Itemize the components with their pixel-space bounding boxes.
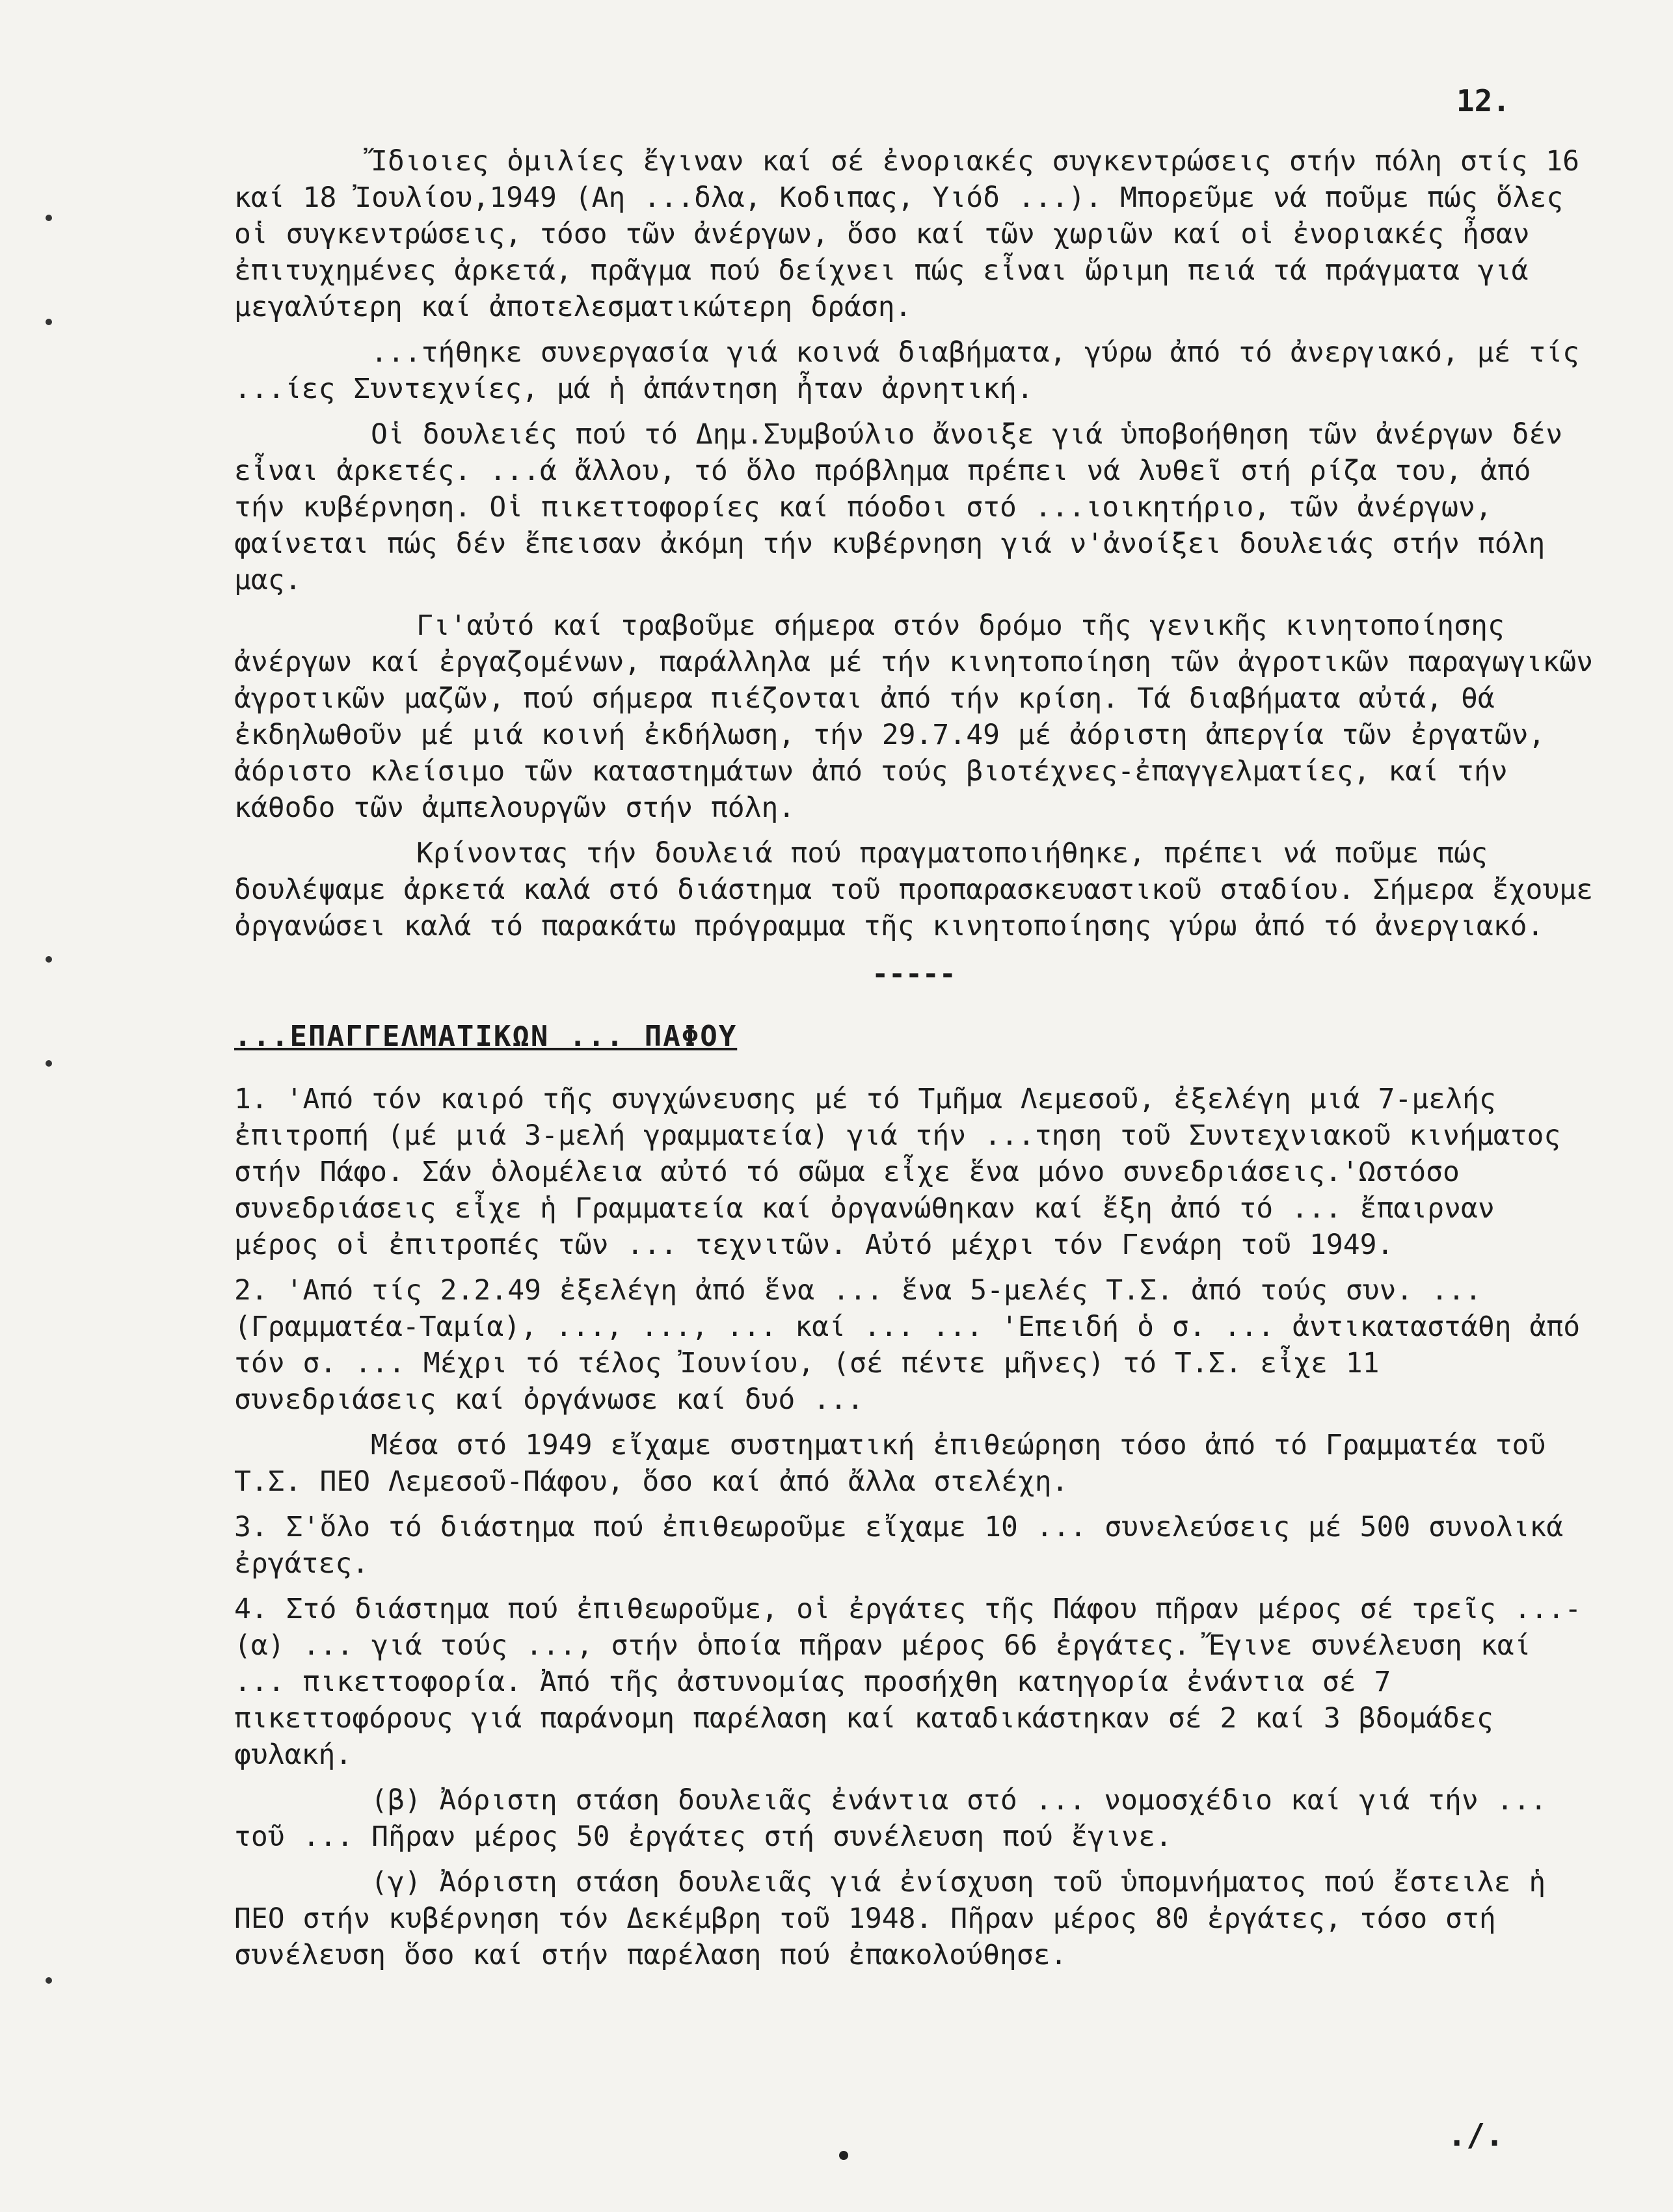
margin-dot xyxy=(46,1060,52,1067)
list-item: 4. Στό διάστημα πού ἐπιθεωροῦμε, οἱ ἐργάτες τῆς Πάφου πῆραν μέρος σέ τρεῖς ...-(α) ... γιά τούς ..., στήν ὁποία πῆραν μέρος 66 ἐργάτες. Ἔγινε συνέλευση καί ... πικεττοφορία. Ἀπό τῆς ἀστυνομίας προσήχθη κατηγορία ἐνάντια σέ 7 πικεττοφόρους γιά παράνομη παρέλαση καί καταδικάστηκαν σέ 2 καί 3 βδομάδες φυλακή. xyxy=(234,1593,1582,1771)
continuation-mark: ./. xyxy=(1447,2117,1504,2153)
list-item: Μέσα στό 1949 εἴχαμε συστηματική ἐπιθεώρηση τόσο ἀπό τό Γραμματέα τοῦ Τ.Σ. ΠΕΟ Λεμεσοῦ-Πάφου, ὅσο καί ἀπό ἄλλα στελέχη. xyxy=(234,1429,1546,1498)
paragraph: Ἴδιοιες ὁμιλίες ἔγιναν καί σέ ἐνοριακές συγκεντρώσεις στήν πόλη στίς 16 καί 18 Ἰουλίου,1949 (Αη ...δλα, Κοδιπας, Υιόδ ...). Μπορεῦμε νά ποῦμε πώς ὅλες οἱ συγκεντρώσεις, τόσο τῶν ἀνέργων, ὅσο καί τῶν χωριῶν καί οἱ ἐνοριακές ἦσαν ἐπιτυχημένες ἀρκετά, πρᾶγμα πού δείχνει πώς εἶναι ὥριμη πειά τά πράγματα γιά μεγαλύτερη καί ἀποτελεσματικώτερη δράση. xyxy=(234,145,1580,323)
bullet-mark xyxy=(839,2151,848,2160)
paragraph: Γι'αὐτό καί τραβοῦμε σήμερα στόν δρόμο τῆς γενικῆς κινητοποίησης ἀνέργων καί ἐργαζομένων, παράλληλα μέ τήν κινητοποίηση τῶν ἀγροτικῶν παραγωγικῶν ἀγροτικῶν μαζῶν, πού σήμερα πιέζονται ἀπό τήν κρίση. Τά διαβήματα αὐτά, θά ἐκδηλωθοῦν μέ μιά κοινή ἐκδήλωση, τήν 29.7.49 μέ ἀόριστη ἀπεργία τῶν ἐργατῶν, ἀόριστο κλείσιμο τῶν καταστημάτων ἀπό τούς βιοτέχνες-ἐπαγγελματίες, καί τήν κάθοδο τῶν ἀμπελουργῶν στήν πόλη. xyxy=(234,609,1594,824)
body-text xyxy=(234,143,1594,1982)
separator: ----- xyxy=(872,958,956,991)
margin-dot xyxy=(46,215,52,221)
list-item: (γ) Ἀόριστη στάση δουλειᾶς γιά ἐνίσχυση τοῦ ὑπομνήματος πού ἔστειλε ἡ ΠΕΟ στήν κυβέρνηση τόν Δεκέμβρη τοῦ 1948. Πῆραν μέρος 80 ἐργάτες, τόσο στή συνέλευση ὅσο καί στήν παρέλαση πού ἐπακολούθησε. xyxy=(234,1866,1546,1971)
paragraph: ...τήθηκε συνεργασία γιά κοινά διαβήματα, γύρω ἀπό τό ἀνεργιακό, μέ τίς ...ίες Συντεχνίες, μά ἡ ἀπάντηση ἦταν ἀρνητική. xyxy=(234,336,1580,405)
page-number: 12. xyxy=(1456,83,1510,118)
margin-dot xyxy=(46,956,52,963)
margin-dot xyxy=(46,1977,52,1984)
list-item: (β) Ἀόριστη στάση δουλειᾶς ἐνάντια στό ... νομοσχέδιο καί γιά τήν ... τοῦ ... Πῆραν μέρος 50 ἐργάτες στή συνέλευση πού ἔγινε. xyxy=(234,1784,1547,1853)
margin-dot xyxy=(46,319,52,325)
list-item: 2. 'Από τίς 2.2.49 ἐξελέγη ἀπό ἕνα ... ἕνα 5-μελές Τ.Σ. ἀπό τούς συν. ... (Γραμματέα-Ταμία), ..., ..., ... καί ... ... 'Επειδή ὁ σ. ... ἀντικαταστάθη ἀπό τόν σ. ... Μέχρι τό τέλος Ἰουνίου, (σέ πέντε μῆνες) τό Τ.Σ. εἶχε 11 συνεδριάσεις καί ὀργάνωσε καί δυό ... xyxy=(234,1274,1581,1416)
list-item: 1. 'Από τόν καιρό τῆς συγχώνευσης μέ τό Τμῆμα Λεμεσοῦ, ἐξελέγη μιά 7-μελής ἐπιτροπή (μέ μιά 3-μελή γραμματεία) γιά τήν ...τηση τοῦ Συντεχνιακοῦ κινήματος στήν Πάφο. Σάν ὁλομέλεια αὐτό τό σῶμα εἶχε ἕνα μόνο συνεδριάσεις.'Ωστόσο συνεδριάσεις εἶχε ἡ Γραμματεία καί ὀργανώθηκαν καί ἔξη ἀπό τό ... ἔπαιρναν μέρος οἱ ἐπιτροπές τῶν ... τεχνιτῶν. Αὐτό μέχρι τόν Γενάρη τοῦ 1949. xyxy=(234,1083,1561,1261)
paragraph: Κρίνοντας τήν δουλειά πού πραγματοποιήθηκε, πρέπει νά ποῦμε πώς δουλέψαμε ἀρκετά καλά στό διάστημα τοῦ προπαρασκευαστικοῦ σταδίου. Σήμερα ἔχουμε ὀργανώσει καλά τό παρακάτω πρόγραμμα τῆς κινητοποίησης γύρω ἀπό τό ἀνεργιακό. xyxy=(234,837,1594,942)
paragraph: Οἱ δουλειές πού τό Δημ.Συμβούλιο ἄνοιξε γιά ὑποβοήθηση τῶν ἀνέργων δέν εἶναι ἀρκετές. ...ά ἄλλου, τό ὅλο πρόβλημα πρέπει νά λυθεῖ στή ρίζα του, ἀπό τήν κυβέρνηση. Οἱ πικεττοφορίες καί πόοδοι στό ...ιοικητήριο, τῶν ἀνέργων, φαίνεται πώς δέν ἔπεισαν ἀκόμη τήν κυβέρνηση γιά ν'ἀνοίξει δουλειάς στήν πόλη μας. xyxy=(234,418,1563,596)
list-item: 3. Σ'ὅλο τό διάστημα πού ἐπιθεωροῦμε εἴχαμε 10 ... συνελεύσεις μέ 500 συνολικά ἐργάτες. xyxy=(234,1511,1564,1580)
section-heading: ...ΕΠΑΓΓΕΛΜΑΤΙΚΩΝ ... ΠΑΦΟΥ xyxy=(234,1020,738,1053)
